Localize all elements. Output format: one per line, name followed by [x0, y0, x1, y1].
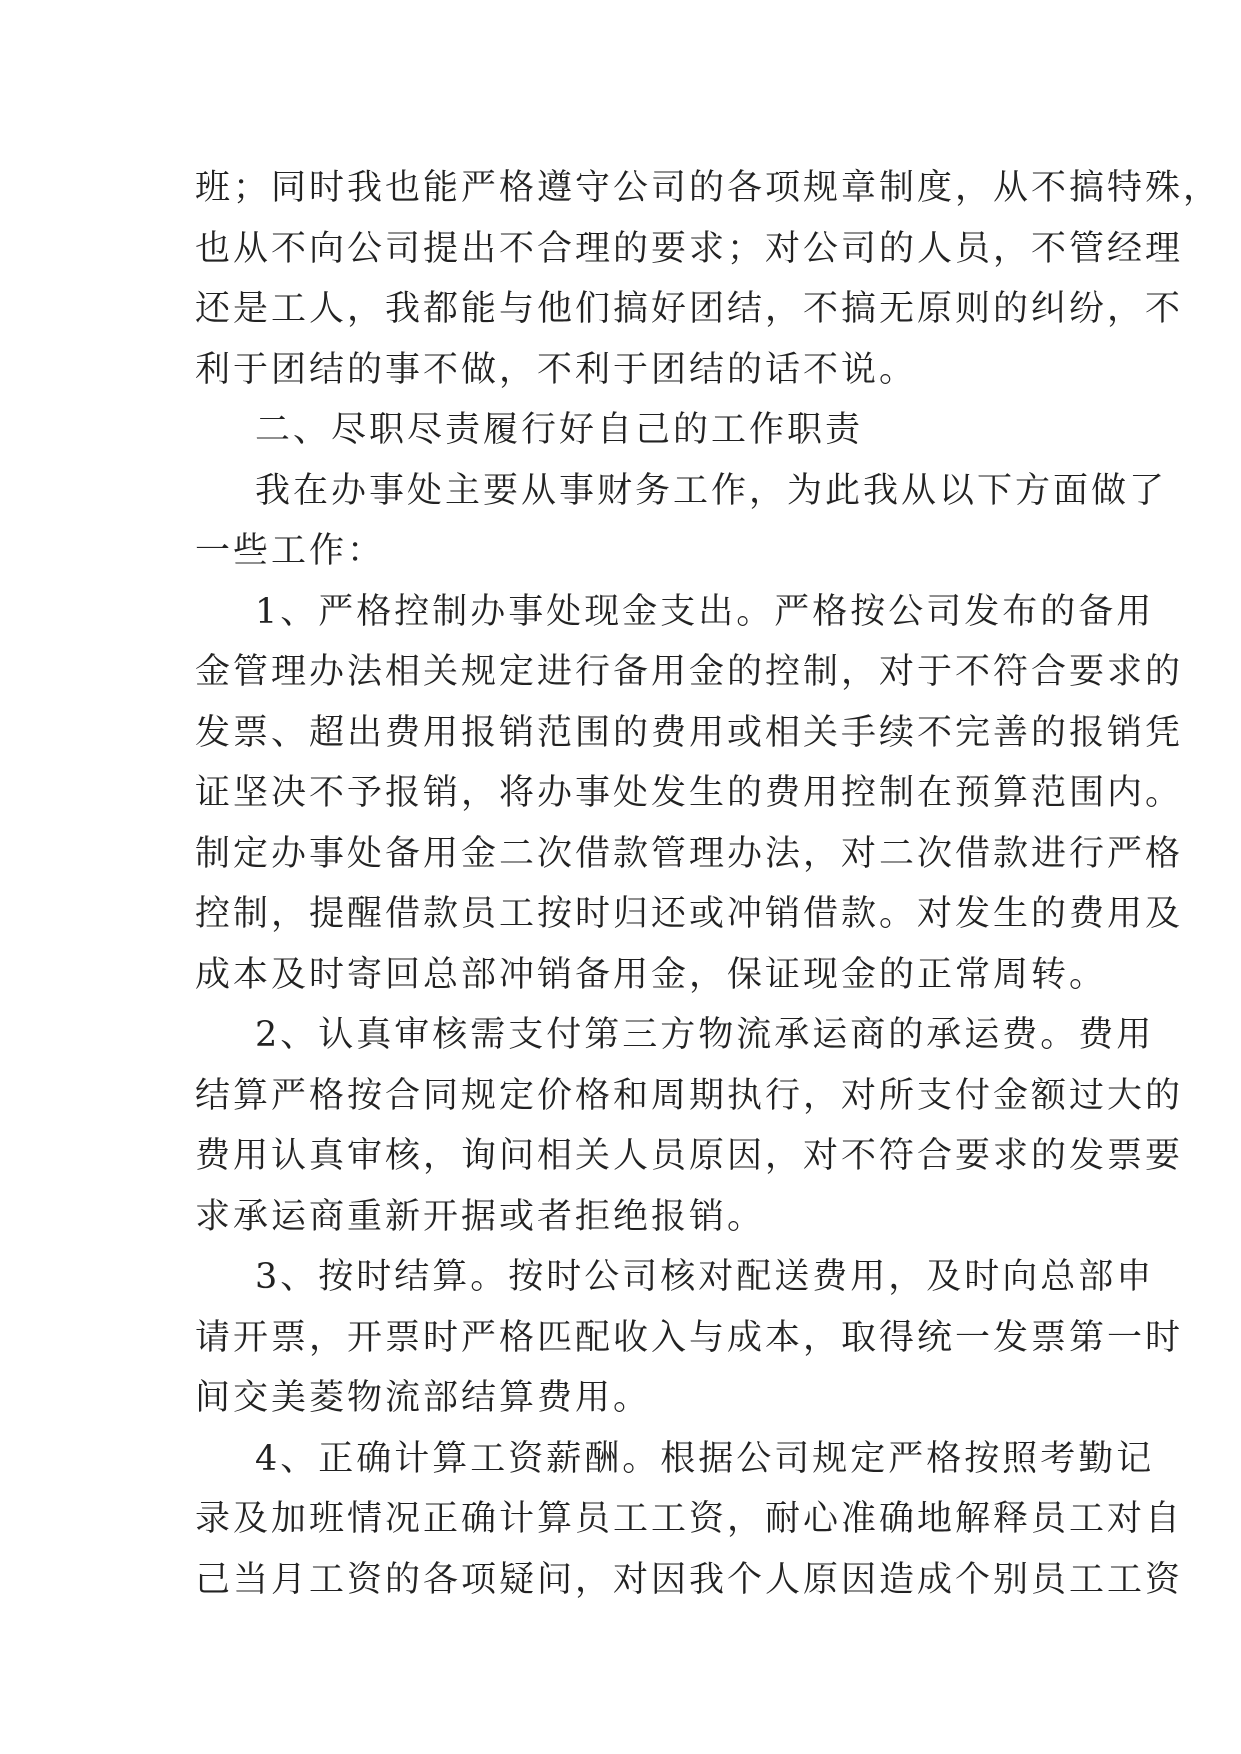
text-line: 结算严格按合同规定价格和周期执行，对所支付金额过大的 [195, 1075, 1184, 1116]
text-line: 请开票，开票时严格匹配收入与成本，取得统一发票第一时 [195, 1317, 1184, 1358]
text-line: 4、正确计算工资薪酬。根据公司规定严格按照考勤记 [255, 1438, 1155, 1479]
text-line: 我在办事处主要从事财务工作，为此我从以下方面做了 [255, 470, 1168, 511]
text-line: 2、认真审核需支付第三方物流承运商的承运费。费用 [255, 1015, 1155, 1055]
text-line: 利于团结的事不做，不利于团结的话不说。 [195, 349, 918, 390]
text-line: 金管理办法相关规定进行备用金的控制，对于不符合要求的 [195, 652, 1184, 692]
text-line: 班；同时我也能严格遵守公司的各项规章制度，从不搞特殊， [195, 168, 1222, 208]
text-line: 成本及时寄回总部冲销备用金，保证现金的正常周转。 [195, 954, 1108, 995]
text-line: 控制，提醒借款员工按时归还或冲销借款。对发生的费用及 [195, 894, 1184, 934]
text-line: 还是工人，我都能与他们搞好团结，不搞无原则的纠纷，不 [195, 289, 1184, 329]
text-line: 求承运商重新开据或者拒绝报销。 [195, 1196, 766, 1237]
text-line: 间交美菱物流部结算费用。 [195, 1378, 652, 1418]
text-line: 录及加班情况正确计算员工工资，耐心准确地解释员工对自 [195, 1499, 1184, 1539]
text-line: 二、尽职尽责履行好自己的工作职责 [255, 410, 864, 450]
text-line: 1、严格控制办事处现金支出。严格按公司发布的备用 [255, 591, 1155, 632]
document-body [195, 158, 1222, 1610]
text-line: 证坚决不予报销，将办事处发生的费用控制在预算范围内。 [195, 773, 1184, 813]
text-line: 制定办事处备用金二次借款管理办法，对二次借款进行严格 [195, 833, 1184, 874]
text-line: 发票、超出费用报销范围的费用或相关手续不完善的报销凭 [195, 712, 1184, 753]
text-line: 3、按时结算。按时公司核对配送费用，及时向总部申 [255, 1257, 1155, 1297]
text-line: 费用认真审核，询问相关人员原因，对不符合要求的发票要 [195, 1136, 1184, 1176]
text-line: 一些工作： [195, 531, 386, 571]
text-line: 也从不向公司提出不合理的要求；对公司的人员，不管经理 [195, 228, 1184, 269]
text-line: 己当月工资的各项疑问，对因我个人原因造成个别员工工资 [195, 1559, 1184, 1600]
